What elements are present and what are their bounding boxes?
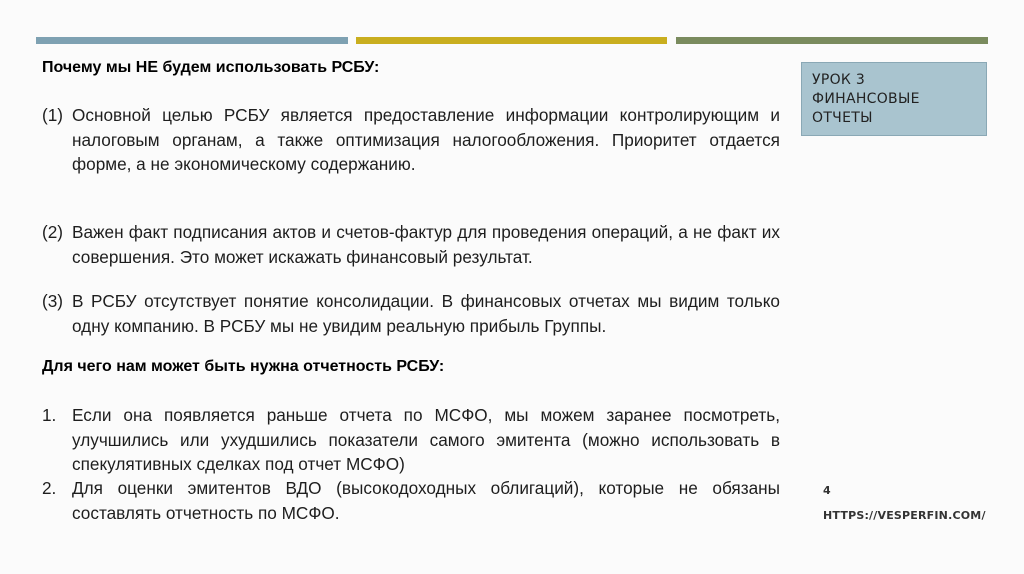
list-item-text: В РСБУ отсутствует понятие консолидации. В финансовых отчетах мы видим только одну компанию. В РСБУ мы не увидим реальную прибыль Группы. (72, 291, 780, 336)
list-item-text: Если она появляется раньше отчета по МСФО, мы можем заранее посмотреть, улучшились или ухудшились показатели самого эмитента (можно использовать в спекулятивных сделках под отчет МСФО) (72, 405, 780, 474)
badge-line-2: ФИНАНСОВЫЕ (812, 91, 920, 107)
lesson-badge (801, 62, 987, 136)
list-item-text: Основной целью РСБУ является предоставление информации контролирующим и налоговым органам, а также оптимизация налогообложения. Приоритет отдается форме, а не экономическому содержанию. (72, 105, 780, 174)
header-bar-blue (36, 37, 348, 44)
list-item-text: Важен факт подписания актов и счетов-фактур для проведения операций, а не факт их совершения. Это может искажать финансовый результат. (72, 222, 780, 267)
list-item-text: Для оценки эмитентов ВДО (высокодоходных облигаций), которые не обязаны составлять отчетность по МСФО. (72, 478, 780, 523)
section1-heading: Почему мы НЕ будем использовать РСБУ: (42, 59, 380, 76)
list-item (42, 476, 780, 525)
list-item-number: 1. (42, 405, 57, 425)
list-item-number: (3) (42, 291, 64, 311)
list-item-number: (1) (42, 105, 64, 125)
list-item (42, 289, 780, 338)
section2-heading: Для чего нам может быть нужна отчетность РСБУ: (42, 358, 445, 375)
list-item (42, 220, 780, 269)
badge-line-1: УРОК 3 (812, 72, 866, 88)
list-item (42, 103, 780, 177)
header-bar-yellow (356, 37, 667, 44)
site-url[interactable]: HTTPS://VESPERFIN.COM/ (823, 509, 986, 522)
badge-line-3: ОТЧЕТЫ (812, 110, 873, 126)
list-item-number: (2) (42, 222, 64, 242)
page-number: 4 (823, 484, 831, 497)
header-bar-green (676, 37, 988, 44)
list-item (42, 403, 780, 477)
list-item-number: 2. (42, 478, 57, 498)
